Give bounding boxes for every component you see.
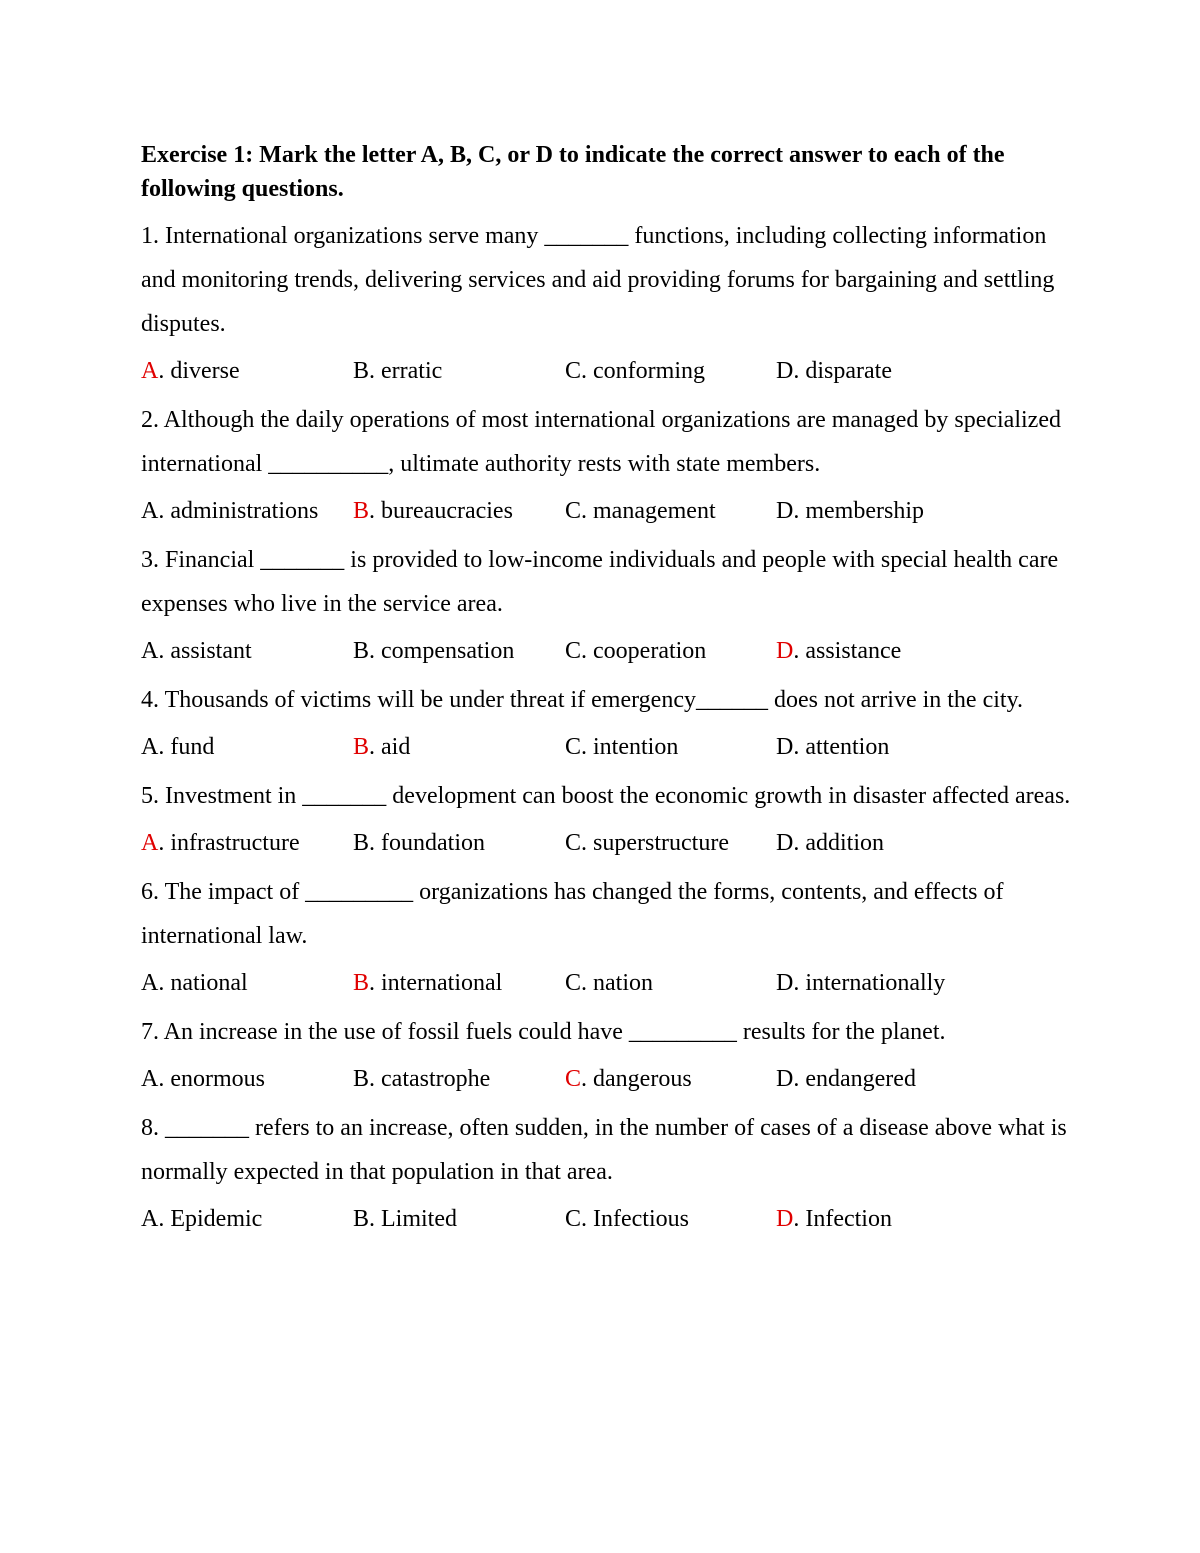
option-letter: B: [353, 1066, 370, 1092]
option-letter: D: [776, 970, 794, 996]
option-letter: C: [565, 970, 582, 996]
option-text: . assistant: [158, 638, 252, 664]
correct-option-letter: C: [565, 1066, 582, 1092]
answer-options: [141, 824, 1071, 862]
option-text: . superstructure: [581, 830, 729, 856]
option-letter: D: [776, 498, 794, 524]
option-letter: C: [565, 638, 582, 664]
option-text: . Infectious: [581, 1206, 689, 1232]
option-text: . Infection: [793, 1206, 892, 1232]
option-letter: D: [776, 734, 794, 760]
option-c: [565, 1060, 692, 1098]
answer-options: [141, 632, 1071, 670]
option-letter: C: [565, 1206, 582, 1232]
option-letter: C: [565, 498, 582, 524]
option-text: . cooperation: [581, 638, 707, 664]
option-text: . attention: [793, 734, 890, 760]
question-stem: 3. Financial _______ is provided to low-income individuals and people with special health care expenses who live in the service area.: [141, 547, 1059, 617]
correct-option-letter: B: [353, 970, 370, 996]
option-text: . Epidemic: [158, 1206, 263, 1232]
question-stem: 7. An increase in the use of fossil fuels could have _________ results for the planet.: [141, 1019, 946, 1045]
answer-options: [141, 352, 1071, 390]
option-d: [776, 824, 884, 862]
option-text: . national: [158, 970, 248, 996]
answer-options: [141, 964, 1071, 1002]
option-text: . infrastructure: [158, 830, 300, 856]
option-text: . assistance: [793, 638, 902, 664]
option-text: . management: [581, 498, 716, 524]
option-text: . fund: [158, 734, 215, 760]
option-c: [565, 632, 706, 670]
question-stem: 2. Although the daily operations of most international organizations are managed by specialized international __________, ultimate authority rests with state members.: [141, 407, 1061, 477]
option-a: [141, 632, 252, 670]
option-c: [565, 728, 678, 766]
option-letter: D: [776, 1066, 794, 1092]
option-c: [565, 492, 716, 530]
question-8: [141, 1106, 1071, 1238]
question-stem: 5. Investment in _______ development can boost the economic growth in disaster affected areas.: [141, 783, 1071, 809]
option-letter: C: [565, 830, 582, 856]
option-text: . dangerous: [581, 1066, 692, 1092]
question-stem: 8. _______ refers to an increase, often sudden, in the number of cases of a disease above what is normally expected in that population in that area.: [141, 1115, 1067, 1185]
option-text: . compensation: [369, 638, 515, 664]
option-b: [353, 1060, 490, 1098]
document-page: [141, 138, 1071, 1246]
option-text: . bureaucracies: [369, 498, 513, 524]
option-letter: D: [776, 830, 794, 856]
correct-option-letter: B: [353, 734, 370, 760]
option-a: [141, 1060, 265, 1098]
question-3: [141, 538, 1071, 670]
option-letter: C: [565, 734, 582, 760]
option-a: [141, 824, 300, 862]
option-text: . aid: [369, 734, 411, 760]
correct-option-letter: D: [776, 638, 794, 664]
option-letter: A: [141, 734, 159, 760]
answer-options: [141, 1200, 1071, 1238]
option-text: . erratic: [369, 358, 443, 384]
option-b: [353, 728, 410, 766]
option-text: . internationally: [793, 970, 946, 996]
question-6: [141, 870, 1071, 1002]
question-2: [141, 398, 1071, 530]
option-text: . Limited: [369, 1206, 457, 1232]
option-letter: A: [141, 1066, 159, 1092]
correct-option-letter: D: [776, 1206, 794, 1232]
option-text: . conforming: [581, 358, 705, 384]
option-b: [353, 492, 513, 530]
option-a: [141, 492, 318, 530]
option-text: . international: [369, 970, 503, 996]
option-letter: B: [353, 638, 370, 664]
exercise-title: Exercise 1: Mark the letter A, B, C, or D to indicate the correct answer to each of the following questions.: [141, 142, 1005, 202]
option-letter: A: [141, 970, 159, 996]
option-letter: B: [353, 1206, 370, 1232]
question-1: [141, 214, 1071, 390]
correct-option-letter: B: [353, 498, 370, 524]
option-c: [565, 352, 705, 390]
option-d: [776, 728, 889, 766]
option-letter: A: [141, 638, 159, 664]
question-7: [141, 1010, 1071, 1098]
question-list: [141, 214, 1071, 1238]
option-d: [776, 492, 924, 530]
option-b: [353, 632, 514, 670]
option-d: [776, 964, 945, 1002]
option-b: [353, 824, 485, 862]
option-text: . enormous: [158, 1066, 265, 1092]
correct-option-letter: A: [141, 358, 159, 384]
option-a: [141, 728, 214, 766]
answer-options: [141, 728, 1071, 766]
option-b: [353, 964, 502, 1002]
option-a: [141, 352, 240, 390]
option-d: [776, 352, 892, 390]
option-text: . nation: [581, 970, 654, 996]
option-a: [141, 1200, 262, 1238]
option-c: [565, 1200, 689, 1238]
option-letter: B: [353, 830, 370, 856]
question-stem: 4. Thousands of victims will be under threat if emergency______ does not arrive in the city.: [141, 687, 1024, 713]
question-stem: 6. The impact of _________ organizations has changed the forms, contents, and effects of international law.: [141, 879, 1004, 949]
option-c: [565, 824, 729, 862]
option-letter: C: [565, 358, 582, 384]
option-d: [776, 632, 901, 670]
answer-options: [141, 492, 1071, 530]
option-letter: A: [141, 498, 159, 524]
option-text: . endangered: [793, 1066, 916, 1092]
option-text: . addition: [793, 830, 884, 856]
option-b: [353, 352, 442, 390]
option-letter: B: [353, 358, 370, 384]
correct-option-letter: A: [141, 830, 159, 856]
option-text: . intention: [581, 734, 679, 760]
question-stem: 1. International organizations serve many _______ functions, including collecting information and monitoring trends, delivering services and aid providing forums for bargaining and settling disputes.: [141, 223, 1055, 337]
answer-options: [141, 1060, 1071, 1098]
option-b: [353, 1200, 457, 1238]
option-c: [565, 964, 653, 1002]
option-letter: D: [776, 358, 794, 384]
option-text: . diverse: [158, 358, 240, 384]
option-text: . catastrophe: [369, 1066, 491, 1092]
option-text: . foundation: [369, 830, 485, 856]
option-d: [776, 1200, 892, 1238]
option-a: [141, 964, 248, 1002]
option-text: . disparate: [793, 358, 892, 384]
option-text: . membership: [793, 498, 924, 524]
question-4: [141, 678, 1071, 766]
option-letter: A: [141, 1206, 159, 1232]
option-text: . administrations: [158, 498, 319, 524]
option-d: [776, 1060, 916, 1098]
question-5: [141, 774, 1071, 862]
